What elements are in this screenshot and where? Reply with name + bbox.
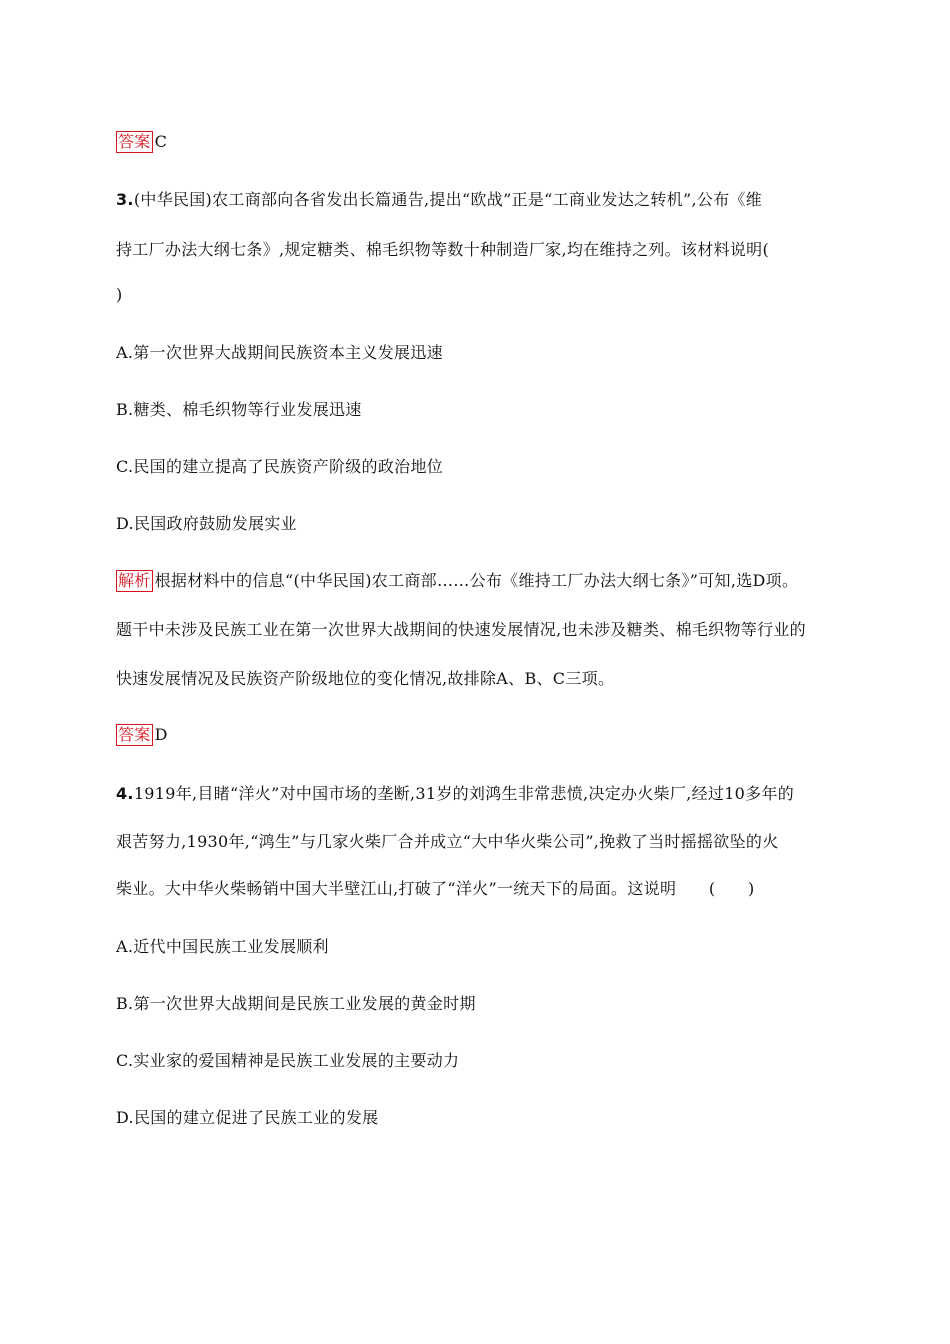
question-4-option-a: A.近代中国民族工业发展顺利 xyxy=(116,937,329,956)
analysis-tag: 解析 xyxy=(118,571,151,590)
analysis-line-3: 快速发展情况及民族资产阶级地位的变化情况,故排除A、B、C三项。 xyxy=(116,669,615,688)
question-4-option-b: B.第一次世界大战期间是民族工业发展的黄金时期 xyxy=(116,994,476,1013)
question-3-line-1 xyxy=(116,188,846,212)
question-4-line-1 xyxy=(116,782,846,806)
answer-tag: 答案 xyxy=(118,725,151,744)
question-3-option-d: D.民国政府鼓励发展实业 xyxy=(116,514,297,533)
question-3-line-2: 持工厂办法大纲七条》,规定糖类、棉毛织物等数十种制造厂家,均在维持之列。该材料说明( xyxy=(116,240,770,259)
question-text: (中华民国)农工商部向各省发出长篇通告,提出“欧战”正是“工商业发达之转机”,公布《维 xyxy=(133,190,763,209)
question-4-line-2: 艰苦努力,1930年,“鸿生”与几家火柴厂合并成立“大中华火柴公司”,挽救了当时摇摇欲坠的火 xyxy=(116,832,779,851)
question-3-option-a: A.第一次世界大战期间民族资本主义发展迅速 xyxy=(116,343,443,362)
question-number: 3. xyxy=(116,190,134,209)
answer-tag: 答案 xyxy=(118,132,151,151)
question-4-option-d: D.民国的建立促进了民族工业的发展 xyxy=(116,1108,379,1127)
question-3-line-3: ) xyxy=(116,285,123,304)
answer-line-q3 xyxy=(116,723,846,747)
answer-line-q2 xyxy=(116,130,846,154)
question-3-option-c: C.民国的建立提高了民族资产阶级的政治地位 xyxy=(116,457,444,476)
analysis-line-2: 题干中未涉及民族工业在第一次世界大战期间的快速发展情况,也未涉及糖类、棉毛织物等行业的 xyxy=(116,620,806,639)
question-3-option-b: B.糖类、棉毛织物等行业发展迅速 xyxy=(116,400,362,419)
question-4-option-c: C.实业家的爱国精神是民族工业发展的主要动力 xyxy=(116,1051,460,1070)
analysis-text: 根据材料中的信息“(中华民国)农工商部……公布《维持工厂办法大纲七条》”可知,选D项。 xyxy=(154,571,799,590)
question-text: 1919年,目睹“洋火”对中国市场的垄断,31岁的刘鸿生非常悲愤,决定办火柴厂,经过10多年的 xyxy=(133,784,795,803)
analysis-line-1 xyxy=(116,569,846,593)
answer-value: D xyxy=(154,725,168,744)
question-4-line-3: 柴业。大中华火柴畅销中国大半壁江山,打破了“洋火”一统天下的局面。这说明 ( ) xyxy=(116,879,755,898)
answer-value: C xyxy=(154,132,168,151)
question-number: 4. xyxy=(116,784,134,803)
